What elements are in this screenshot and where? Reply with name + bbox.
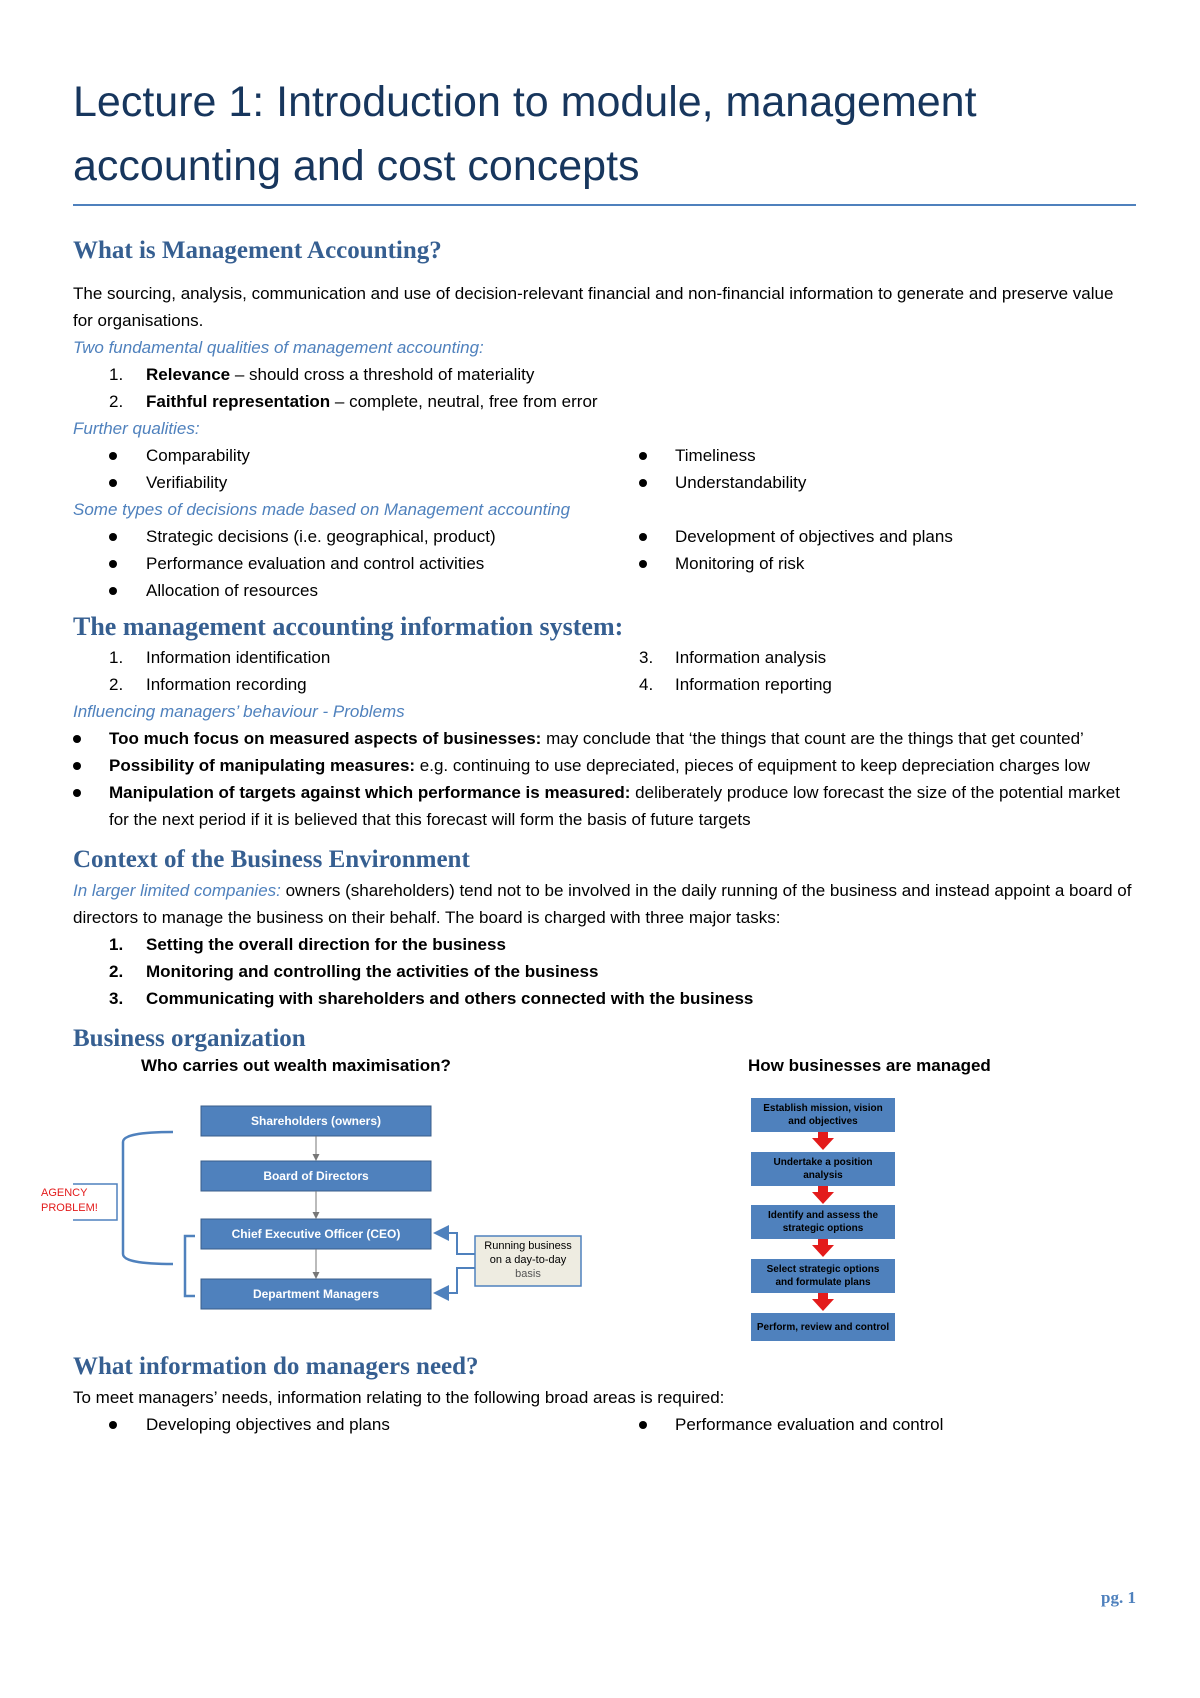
list-item: Developing objectives and plans bbox=[73, 1411, 639, 1438]
info-system-steps bbox=[73, 644, 1136, 698]
document-page bbox=[41, 70, 1136, 1438]
flow-step-label: Select strategic options and formulate plans bbox=[766, 1264, 880, 1288]
list-item: Comparability bbox=[73, 442, 639, 469]
context-text: In larger limited companies: owners (shareholders) tend not to be involved in the daily running of the business and instead appoint a board of directors to manage the business on their behalf. The board is charged with three major tasks: bbox=[73, 881, 1132, 927]
list-item: Monitoring of risk bbox=[639, 550, 1136, 577]
flow-step-label: Perform, review and control bbox=[756, 1322, 890, 1333]
box-label: Department Managers bbox=[252, 1287, 380, 1301]
numbered-item: 2. Monitoring and controlling the activities of the business bbox=[109, 962, 599, 981]
page-title: Lecture 1: Introduction to module, management accounting and cost concepts bbox=[73, 70, 1136, 206]
section-heading-info-system: The management accounting information system: bbox=[73, 612, 624, 641]
list-item: Performance evaluation and control activities bbox=[73, 550, 639, 577]
numbered-item: 1. Information identification bbox=[109, 648, 331, 667]
numbered-item: 1. Relevance – should cross a threshold of materiality bbox=[109, 365, 535, 384]
flow-arrow bbox=[812, 1132, 834, 1150]
list-item: Timeliness bbox=[639, 442, 1136, 469]
subheading-behaviour-problems: Influencing managers’ behaviour - Problems bbox=[73, 702, 405, 721]
subheading-further-qualities: Further qualities: bbox=[73, 419, 200, 438]
subheading-fundamental-qualities: Two fundamental qualities of management accounting: bbox=[73, 338, 484, 357]
further-qualities-list bbox=[73, 442, 1136, 496]
agency-bracket bbox=[123, 1132, 173, 1264]
info-areas-list bbox=[73, 1411, 1136, 1438]
numbered-item: 4. Information reporting bbox=[639, 675, 832, 694]
list-item: Manipulation of targets against which performance is measured: deliberately produce low forecast the size of the potential market for the next period if it is believed that this forecast will form the basis of future targets bbox=[73, 779, 1136, 833]
list-item: Performance evaluation and control bbox=[639, 1411, 1136, 1438]
box-label: Board of Directors bbox=[263, 1169, 369, 1183]
list-item: Allocation of resources bbox=[73, 577, 639, 604]
section-heading-what-is-ma: What is Management Accounting? bbox=[73, 237, 442, 264]
numbered-item: 1. Setting the overall direction for the business bbox=[109, 935, 506, 954]
page-number: pg. 1 bbox=[1101, 1588, 1136, 1607]
running-business-label: Running business on a day-to-day basis bbox=[484, 1240, 572, 1280]
numbered-item: 2. Information recording bbox=[109, 675, 307, 694]
diagram-caption-right: How businesses are managed bbox=[748, 1056, 991, 1075]
business-organization-diagrams bbox=[41, 1056, 1136, 1356]
flow-step-label: Establish mission, vision and objectives bbox=[763, 1103, 883, 1127]
definition-text: The sourcing, analysis, communication and use of decision-relevant financial and non-financial information to generate and preserve value for organisations. bbox=[73, 284, 1114, 330]
info-needs-text: To meet managers’ needs, information relating to the following broad areas is required: bbox=[73, 1388, 725, 1407]
list-item: Development of objectives and plans bbox=[639, 523, 1136, 550]
diagram-caption-left: Who carries out wealth maximisation? bbox=[141, 1056, 451, 1075]
flow-arrow bbox=[812, 1239, 834, 1257]
list-item: Understandability bbox=[639, 469, 1136, 496]
section-heading-info-needs: What information do managers need? bbox=[73, 1353, 479, 1380]
flow-step-label: Identify and assess the strategic options bbox=[767, 1210, 879, 1234]
box-label: Chief Executive Officer (CEO) bbox=[231, 1227, 401, 1241]
list-item: Possibility of manipulating measures: e.g. continuing to use depreciated, pieces of equipment to keep depreciation charges low bbox=[73, 752, 1136, 779]
flow-step-label: Undertake a position analysis bbox=[773, 1157, 873, 1181]
numbered-item: 3. Communicating with shareholders and others connected with the business bbox=[109, 989, 754, 1008]
section-heading-context: Context of the Business Environment bbox=[73, 846, 470, 873]
numbered-item: 3. Information analysis bbox=[639, 648, 827, 667]
list-item: Strategic decisions (i.e. geographical, product) bbox=[73, 523, 639, 550]
agency-problem-label: AGENCY PROBLEM! bbox=[41, 1187, 98, 1214]
list-item: Too much focus on measured aspects of businesses: may conclude that ‘the things that count are the things that get counted’ bbox=[73, 725, 1136, 752]
flow-arrow bbox=[812, 1186, 834, 1204]
subheading-decisions: Some types of decisions made based on Management accounting bbox=[73, 500, 571, 519]
running-to-managers-arrow bbox=[435, 1268, 475, 1293]
section-heading-business-org: Business organization bbox=[73, 1025, 306, 1052]
management-bracket bbox=[185, 1236, 195, 1296]
box-label: Shareholders (owners) bbox=[250, 1114, 382, 1128]
numbered-item: 2. Faithful representation – complete, neutral, free from error bbox=[109, 392, 598, 411]
flow-arrow bbox=[812, 1293, 834, 1311]
running-to-ceo-arrow bbox=[435, 1233, 475, 1254]
decisions-list bbox=[73, 523, 1136, 604]
list-item: Verifiability bbox=[73, 469, 639, 496]
